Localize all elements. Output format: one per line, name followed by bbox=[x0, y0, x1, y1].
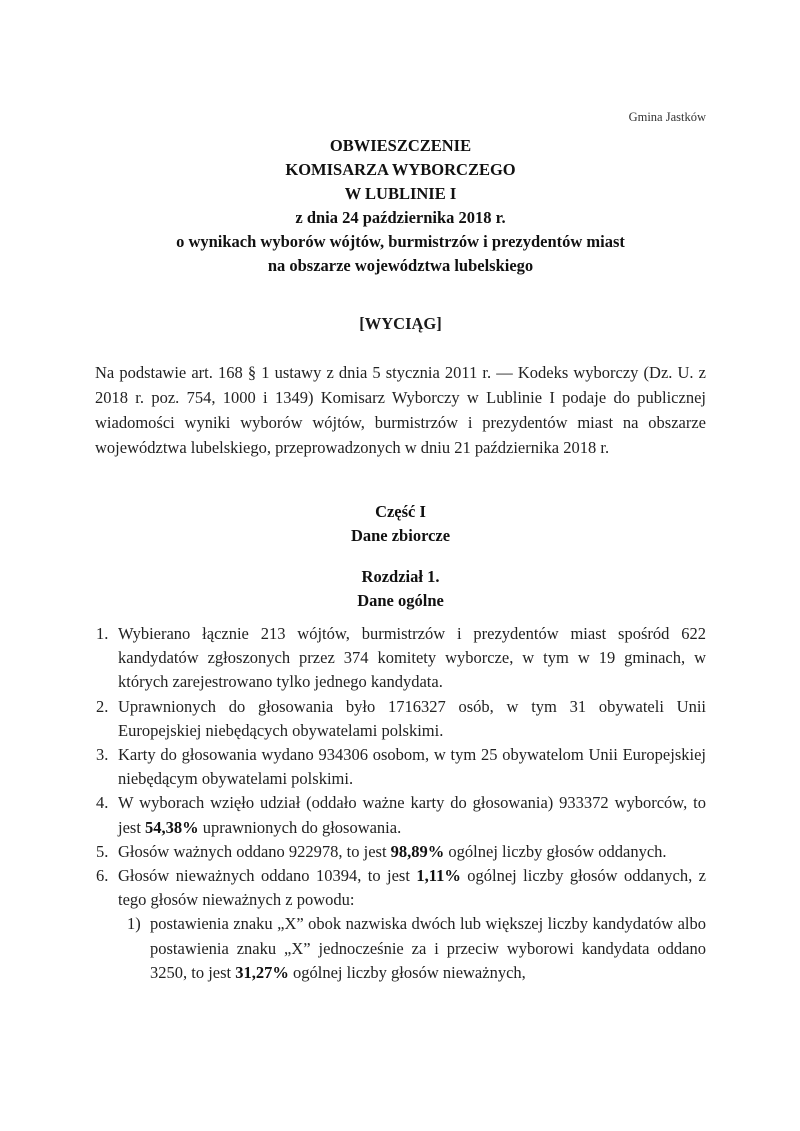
item-number: 3. bbox=[96, 745, 109, 765]
title-line-1: OBWIESZCZENIE bbox=[329, 136, 472, 155]
chapter-title: Dane ogólne bbox=[357, 591, 444, 610]
valid-votes-percent: 98,89% bbox=[390, 841, 445, 861]
item-text: Wybierano łącznie 213 wójtów, burmistrzów i prezydentów miast spośród 622 kandydatów zgłoszonych przez 374 komitety wyborcze, w tym w 19 gminach, w których zarejestrowano tylko jednego kandydata. bbox=[118, 624, 706, 692]
title-line-3: W LUBLINIE I bbox=[344, 184, 457, 203]
announcement-title bbox=[95, 134, 706, 278]
list-item bbox=[95, 695, 706, 743]
list-item bbox=[95, 622, 706, 695]
invalid-votes-percent: 1,11% bbox=[416, 866, 461, 886]
part-label: Część I bbox=[375, 502, 426, 521]
list-item bbox=[95, 743, 706, 791]
title-region: na obszarze województwa lubelskiego bbox=[267, 256, 534, 275]
list-item bbox=[95, 864, 706, 985]
item-number: 4. bbox=[96, 793, 109, 813]
list-item bbox=[95, 791, 706, 839]
item-text: Głosów ważnych oddano 922978, to jest bbox=[118, 841, 391, 861]
invalid-reason-percent: 31,27% bbox=[235, 962, 289, 982]
item-number: 5. bbox=[96, 841, 109, 861]
subitem-text: postawienia znaku „X” obok nazwiska dwóch lub większej liczby kandydatów albo postawienia znaku „X” jednocześnie za i przeciw wyborowi kandydata oddano 3250, to jest bbox=[150, 914, 706, 982]
invalid-reasons-list bbox=[118, 912, 706, 985]
item-number: 6. bbox=[96, 866, 109, 886]
subitem-text: ogólnej liczby głosów nieważnych, bbox=[288, 962, 526, 982]
part-heading bbox=[95, 500, 706, 548]
sub-list-item bbox=[118, 912, 706, 985]
intro-paragraph: Na podstawie art. 168 § 1 ustawy z dnia 5 stycznia 2011 r. — Kodeks wyborczy (Dz. U. z 2018 r. poz. 754, 1000 i 1349) Komisarz Wyborczy w Lublinie I podaje do publicznej wiadomości wyniki wyborów wójtów, burmistrzów i prezydentów miast na obszarze województwa lubelskiego, przeprowadzonych w dniu 21 października 2018 r. bbox=[95, 363, 706, 457]
extract-label: [WYCIĄG] bbox=[359, 314, 442, 333]
turnout-percent: 54,38% bbox=[145, 817, 199, 837]
item-text: ogólnej liczby głosów oddanych, z tego głosów nieważnych z powodu: bbox=[118, 866, 707, 910]
general-data-list bbox=[95, 622, 706, 985]
municipality-label: Gmina Jastków bbox=[628, 110, 706, 124]
subitem-number: 1) bbox=[127, 914, 141, 934]
title-subject: o wynikach wyborów wójtów, burmistrzów i prezydentów miast bbox=[176, 232, 625, 251]
item-text: Głosów nieważnych oddano 10394, to jest bbox=[118, 866, 417, 886]
title-date: z dnia 24 października 2018 r. bbox=[295, 208, 506, 227]
item-text: Uprawnionych do głosowania było 1716327 osób, w tym 31 obywateli Unii Europejskiej niebędących obywatelami polskimi. bbox=[118, 696, 706, 740]
item-text: Karty do głosowania wydano 934306 osobom, w tym 25 obywatelom Unii Europejskiej niebędącym obywatelami polskimi. bbox=[118, 745, 706, 789]
chapter-label: Rozdział 1. bbox=[361, 567, 440, 586]
title-line-2: KOMISARZA WYBORCZEGO bbox=[285, 160, 516, 179]
item-number: 2. bbox=[96, 696, 109, 716]
chapter-heading bbox=[95, 565, 706, 613]
item-text: W wyborach wzięło udział (oddało ważne karty do głosowania) 933372 wyborców, to jest bbox=[118, 793, 706, 837]
item-text: uprawnionych do głosowania. bbox=[198, 817, 402, 837]
item-text: ogólnej liczby głosów oddanych. bbox=[444, 841, 667, 861]
part-title: Dane zbiorcze bbox=[350, 526, 451, 545]
list-item bbox=[95, 840, 706, 864]
item-number: 1. bbox=[96, 624, 109, 643]
